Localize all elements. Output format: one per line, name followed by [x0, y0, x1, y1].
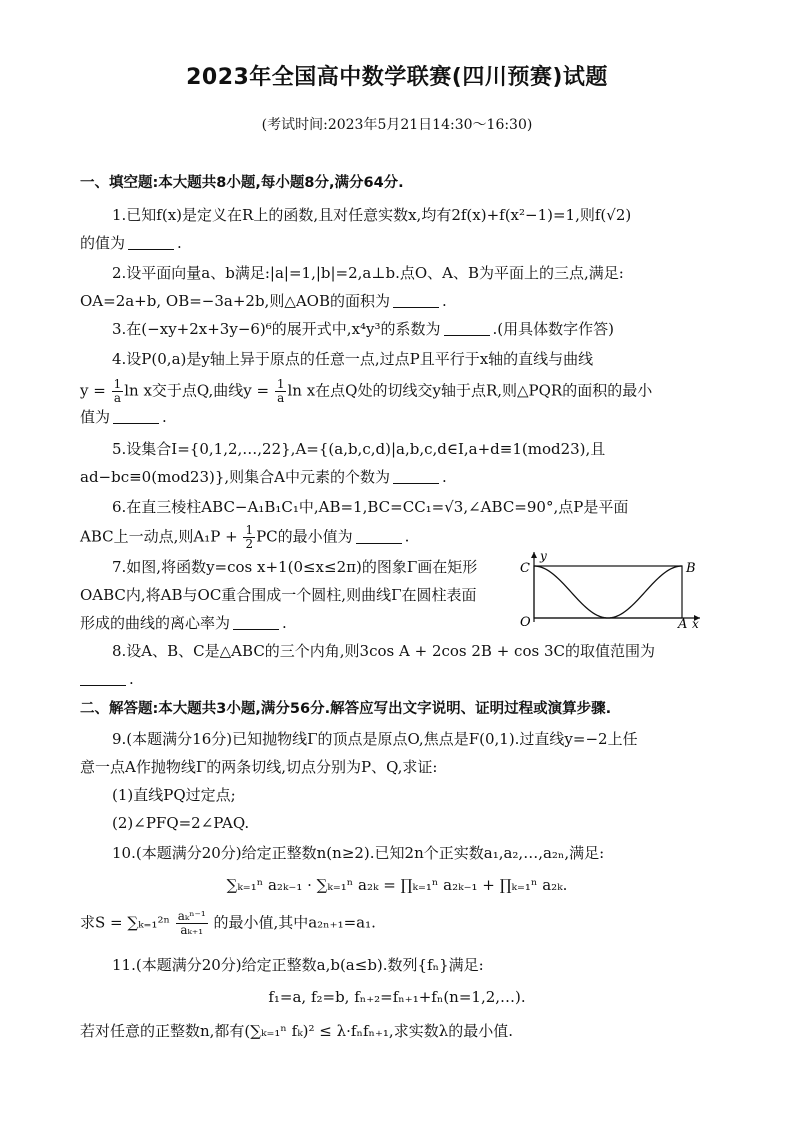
q8-line-2: .: [80, 668, 720, 690]
q9-line-1: 9.(本题满分16分)已知抛物线Γ的顶点是原点O,焦点是F(0,1).过直线y=−2上任: [112, 730, 638, 748]
q10-line-3: [80, 910, 720, 937]
q4-line-1: 4.设P(0,a)是y轴上异于原点的任意一点,过点P且平行于x轴的直线与曲线: [112, 350, 594, 368]
q5-text: ad−bc≡0(mod23)},则集合A中元素的个数为: [80, 468, 391, 486]
fraction: $\frac{1}{a}$: [113, 377, 122, 405]
q11-line-1: 11.(本题满分20分)给定正整数a,b(a≤b).数列{fₙ}满足:: [112, 956, 484, 974]
q1-line-1: 1.已知f(x)是定义在R上的函数,且对任意实数x,均有2f(x)+f(x²−1)=1,则f(√2): [112, 206, 632, 224]
q5-line-2: ad−bc≡0(mod23)},则集合A中元素的个数为 .: [80, 468, 447, 486]
fraction: $\frac{1}{2}$: [245, 523, 254, 551]
q7-text: 形成的曲线的离心率为: [80, 614, 231, 632]
q11-line-3: 若对任意的正整数n,都有(∑ₖ₌₁ⁿ fₖ)² ≤ λ·fₙfₙ₊₁,求实数λ的最小值.: [80, 1022, 513, 1040]
q7-line-1: 7.如图,将函数y=cos x+1(0≤x≤2π)的图象Γ画在矩形: [112, 558, 478, 576]
q4-text-d: 值为: [80, 408, 111, 426]
answer-blank: [393, 469, 439, 484]
label-x: x: [692, 617, 699, 628]
q10-line-1: 10.(本题满分20分)给定正整数n(n≥2).已知2n个正实数a₁,a₂,…,a₂ₙ,满足:: [112, 844, 605, 862]
q2-text: OA=2a+b, OB=−3a+2b,则△AOB的面积为: [80, 292, 391, 310]
q9-line-3: (1)直线PQ过定点;: [112, 786, 236, 804]
q1-line-2: 的值为 .: [80, 234, 182, 252]
q6-line-2: ABC上一动点,则A₁P + $\frac{1}{2}$ PC的最小值为 .: [80, 523, 410, 551]
cosine-curve: [534, 566, 682, 618]
q3-note: .(用具体数字作答): [492, 320, 615, 338]
label-O: O: [520, 615, 531, 628]
answer-blank: [393, 293, 439, 308]
fraction: $\frac{\text{aₖⁿ⁻¹}}{\text{aₖ₊₁}}$: [177, 909, 206, 937]
q4-text-b: ln x交于点Q,曲线y =: [124, 381, 270, 400]
answer-blank: [356, 529, 402, 544]
q9-line-4: (2)∠PFQ=2∠PAQ.: [112, 814, 250, 832]
q2-line-2: OA=2a+b, OB=−3a+2b,则△AOB的面积为 .: [80, 292, 447, 310]
answer-blank: [444, 321, 490, 336]
q7-line-2: OABC内,将AB与OC重合围成一个圆柱,则曲线Γ在圆柱表面: [80, 586, 477, 604]
q4-text-a: y =: [80, 381, 106, 400]
section-2-heading: 二、解答题:本大题共3小题,满分56分.解答应写出文字说明、证明过程或演算步骤.: [80, 701, 612, 717]
label-A: A: [678, 617, 688, 628]
q10-equation: ∑ₖ₌₁ⁿ a₂ₖ₋₁ · ∑ₖ₌₁ⁿ a₂ₖ = ∏ₖ₌₁ⁿ a₂ₖ₋₁ + ∏ₖ₌₁ⁿ a₂ₖ.: [226, 876, 568, 894]
answer-blank: [80, 671, 126, 686]
q4-line-3: 值为 .: [80, 408, 167, 426]
q10-text-a: 求S = ∑ₖ₌₁²ⁿ: [80, 913, 170, 932]
answer-blank: [233, 615, 279, 630]
q7-line-3: 形成的曲线的离心率为 .: [80, 614, 287, 632]
q8-line-1: 8.设A、B、C是△ABC的三个内角,则3cos A + 2cos 2B + cos 3C的取值范围为: [112, 642, 655, 660]
label-y: y: [540, 550, 547, 563]
q10-text-b: 的最小值,其中a₂ₙ₊₁=a₁.: [213, 913, 376, 932]
q2-line-1: 2.设平面向量a、b满足:|a|=1,|b|=2,a⊥b.点O、A、B为平面上的三点,满足:: [112, 264, 624, 282]
y-axis-arrow: [531, 552, 537, 558]
q3-line-1: [112, 318, 752, 340]
q5-line-1: 5.设集合I={0,1,2,…,22},A={(a,b,c,d)|a,b,c,d∈I,a+d≡1(mod23),且: [112, 440, 606, 458]
rectangle-OABC: [534, 566, 682, 618]
q4-line-2: [80, 378, 720, 405]
q9-line-2: 意一点A作抛物线Γ的两条切线,切点分别为P、Q,求证:: [80, 758, 438, 776]
q6-text-b: PC的最小值为: [256, 527, 353, 546]
answer-blank: [128, 235, 174, 250]
fraction: $\frac{1}{a}$: [276, 377, 285, 405]
label-C: C: [520, 561, 530, 576]
page-title: 2023年全国高中数学联赛(四川预赛)试题: [186, 65, 608, 90]
q3-text: 3.在(−xy+2x+3y−6)⁶的展开式中,x⁴y³的系数为: [112, 320, 441, 338]
figure-cosine-rectangle: [514, 550, 704, 628]
section-1-heading: 一、填空题:本大题共8小题,每小题8分,满分64分.: [80, 175, 404, 191]
q1-text: 的值为: [80, 234, 126, 252]
q6-line-1: 6.在直三棱柱ABC−A₁B₁C₁中,AB=1,BC=CC₁=√3,∠ABC=90°,点P是平面: [112, 498, 629, 516]
exam-time: (考试时间:2023年5月21日14:30～16:30): [261, 117, 533, 133]
q6-text-a: ABC上一动点,则A₁P +: [80, 527, 238, 546]
label-B: B: [686, 561, 696, 576]
answer-blank: [113, 409, 159, 424]
q4-text-c: ln x在点Q处的切线交y轴于点R,则△PQR的面积的最小: [287, 381, 653, 400]
q11-equation: f₁=a, f₂=b, fₙ₊₂=fₙ₊₁+fₙ(n=1,2,…).: [268, 988, 526, 1006]
